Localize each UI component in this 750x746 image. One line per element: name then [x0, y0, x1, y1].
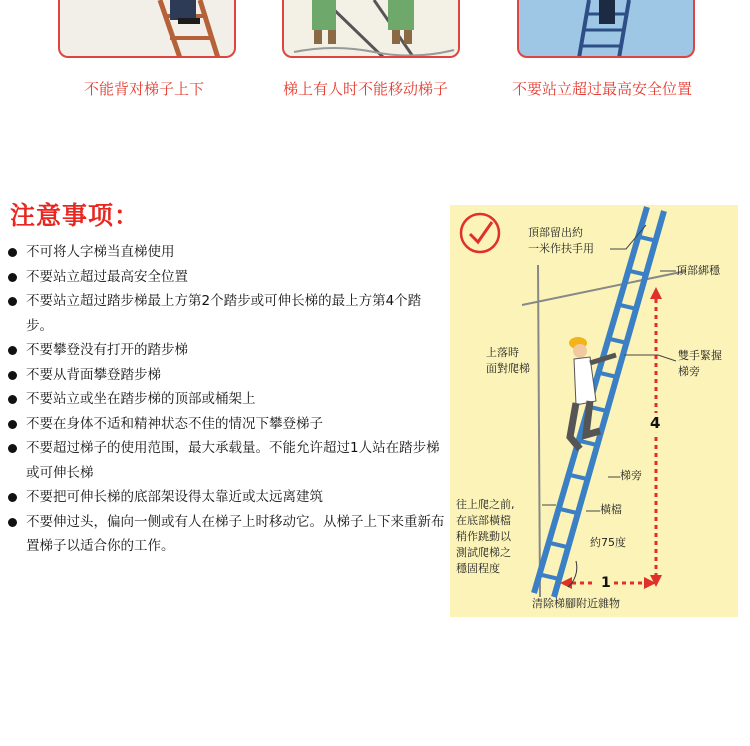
list-item: 不要站立超过最高安全位置	[8, 265, 448, 290]
bullet-icon	[8, 493, 17, 502]
bullet-icon	[8, 248, 17, 257]
label-rung: 橫檔	[600, 503, 622, 516]
label-test-stability: 往上爬之前, 在底部橫檔 稍作跳動以 測試爬梯之 穩固程度	[456, 498, 515, 575]
bullet-icon	[8, 371, 17, 380]
list-item: 不要攀登没有打开的踏步梯	[8, 338, 448, 363]
caption-top-position: 不要站立超过最高安全位置	[512, 80, 693, 98]
label-top-extend: 頂部留出約 一米作扶手用	[528, 226, 594, 255]
label-top-tie: 頂部綁穩	[676, 264, 720, 277]
label-angle: 約75度	[590, 536, 626, 549]
notes-list	[8, 240, 448, 559]
bullet-icon	[8, 346, 17, 355]
label-rail: 梯旁	[620, 469, 642, 482]
thumb-move-ladder	[282, 0, 460, 58]
list-item: 不可将人字梯当直梯使用	[8, 240, 448, 265]
label-ratio-4: 4	[650, 414, 661, 432]
list-item: 不要超过梯子的使用范围，最大承载量。不能允许超过1人站在踏步梯或可伸长梯	[8, 436, 448, 485]
list-item: 不要从背面攀登踏步梯	[8, 363, 448, 388]
bullet-icon	[8, 273, 17, 282]
bullet-icon	[8, 444, 17, 453]
caption-back-to-ladder: 不能背对梯子上下	[84, 80, 205, 98]
ladder-safety-diagram	[450, 205, 738, 617]
top-position-illustration	[519, 0, 695, 58]
ladder-back-illustration	[60, 0, 236, 58]
caption-move-ladder: 梯上有人时不能移动梯子	[283, 80, 449, 98]
move-ladder-illustration	[284, 0, 460, 58]
list-item: 不要站立超过踏步梯最上方第2个踏步或可伸长梯的最上方第4个踏步。	[8, 289, 448, 338]
section-title: 注意事项：	[10, 201, 141, 230]
label-clear-debris: 清除梯腳附近雜物	[532, 597, 620, 610]
list-item: 不要站立或坐在踏步梯的顶部或桶架上	[8, 387, 448, 412]
label-hold-rails: 雙手緊握 梯旁	[678, 349, 722, 378]
thumb-back-to-ladder	[58, 0, 236, 58]
bullet-icon	[8, 518, 17, 527]
label-face-ladder: 上落時 面對爬梯	[486, 346, 530, 375]
list-item: 不要把可伸长梯的底部架设得太靠近或太远离建筑	[8, 485, 448, 510]
bullet-icon	[8, 297, 17, 306]
bullet-icon	[8, 420, 17, 429]
bullet-icon	[8, 395, 17, 404]
label-ratio-1: 1	[601, 575, 611, 591]
thumb-top-position	[517, 0, 695, 58]
list-item: 不要伸过头，偏向一侧或有人在梯子上时移动它。从梯子上下来重新布置梯子以适合你的工作。	[8, 510, 448, 559]
list-item: 不要在身体不适和精神状态不佳的情况下攀登梯子	[8, 412, 448, 437]
